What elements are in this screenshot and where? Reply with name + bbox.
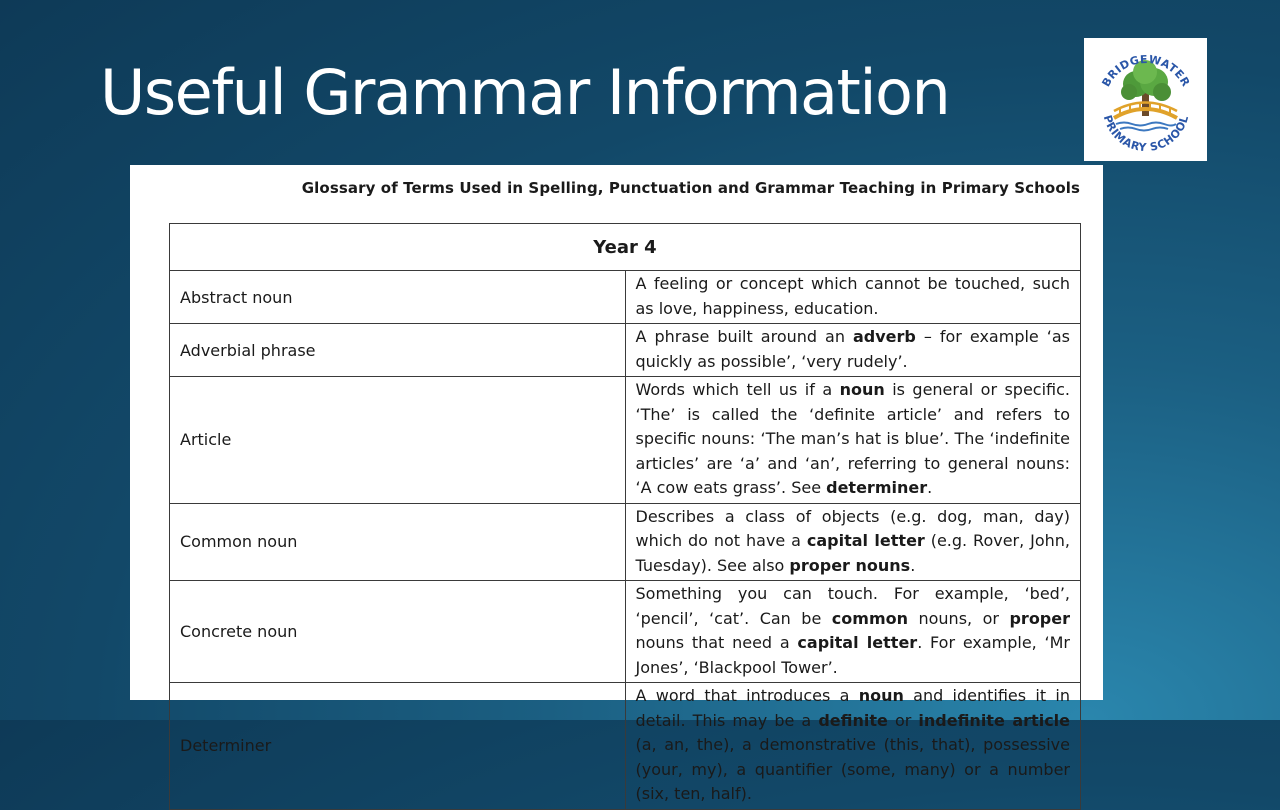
year-header: Year 4 [170, 224, 1081, 271]
table-row [170, 683, 1081, 810]
definition-bold-text: common [831, 608, 908, 628]
svg-text:PRIMARY SCHOOL [1101, 114, 1191, 155]
definition-text: (e.g. Rover, John, Tuesday). See also [635, 531, 1071, 575]
table-row [170, 271, 1081, 324]
definition-bold-text: noun [858, 686, 904, 705]
definition-text: . For example, ‘Mr Jones’, ‘Blackpool Tower’. [635, 633, 1071, 677]
definition-cell [625, 377, 1081, 504]
definition-text: and identifies it in detail. This may be a [635, 686, 1070, 730]
definition-text: nouns that need a [635, 633, 798, 652]
definition-text: nouns, or [908, 608, 1010, 628]
glossary-table [169, 223, 1081, 810]
term-cell: Common noun [170, 503, 626, 581]
table-row [170, 324, 1081, 377]
definition-text: A word that introduces a [635, 686, 859, 705]
definition-bold-text: adverb [853, 327, 916, 346]
table-row [170, 503, 1081, 581]
definition-bold-text: capital letter [806, 531, 925, 550]
definition-text: – for example ‘as quickly as possible’, ‘very rudely’. [635, 327, 1070, 371]
slide-title: Useful Grammar Information [100, 56, 950, 129]
table-row [170, 581, 1081, 683]
definition-text: Describes a class of objects (e.g. dog, man, day) which do not have a [635, 506, 1070, 550]
definition-text: A feeling or concept which cannot be touched, such as love, happiness, education. [635, 274, 1070, 318]
definition-text: Something you can touch. For example, ‘bed’, ‘pencil’, ‘cat’. Can be [635, 584, 1070, 628]
definition-cell [625, 271, 1081, 324]
definition-cell [625, 503, 1081, 581]
definition-text: (a, an, the), a demonstrative (this, that), possessive (your, my), a quantifier (some, many) or a number (six, ten, half). [635, 735, 1070, 803]
definition-text: Words which tell us if a [635, 380, 840, 399]
term-cell: Article [170, 377, 626, 504]
definition-bold-text: definite [818, 710, 888, 730]
definition-bold-text: capital letter [797, 633, 918, 652]
definition-text: is general or specific. ‘The’ is called the ‘definite article’ and refers to specific nouns: ‘The man’s hat is blue’. The ‘indefinite articles’ are ‘a’ and ‘an’, referring to general nouns: ‘A cow eats grass’. See [635, 380, 1071, 497]
term-cell: Abstract noun [170, 271, 626, 324]
definition-bold-text: determiner [826, 478, 928, 497]
definition-cell [625, 581, 1081, 683]
term-cell: Determiner [170, 683, 626, 810]
school-crest-icon [1084, 38, 1207, 161]
definition-bold-text: proper nouns [789, 555, 911, 575]
school-logo [1084, 38, 1207, 161]
definition-bold-text: indefinite article [918, 710, 1071, 730]
term-cell: Adverbial phrase [170, 324, 626, 377]
table-row [170, 377, 1081, 504]
logo-text-bottom: PRIMARY SCHOOL [1100, 113, 1192, 155]
definition-text: or [887, 710, 919, 730]
definition-bold-text: noun [839, 380, 885, 399]
document-heading: Glossary of Terms Used in Spelling, Punctuation and Grammar Teaching in Primary Schools [301, 179, 1080, 197]
definition-bold-text: proper [1009, 608, 1070, 628]
glossary-body [170, 271, 1081, 810]
definition-cell [625, 683, 1081, 810]
glossary-document [130, 165, 1103, 803]
logo-text-top: BRIDGEWATER [1099, 52, 1193, 90]
definition-text: A phrase built around an [635, 327, 853, 346]
definition-text: . [910, 555, 916, 575]
definition-cell [625, 324, 1081, 377]
term-cell: Concrete noun [170, 581, 626, 683]
definition-text: . [927, 478, 933, 497]
